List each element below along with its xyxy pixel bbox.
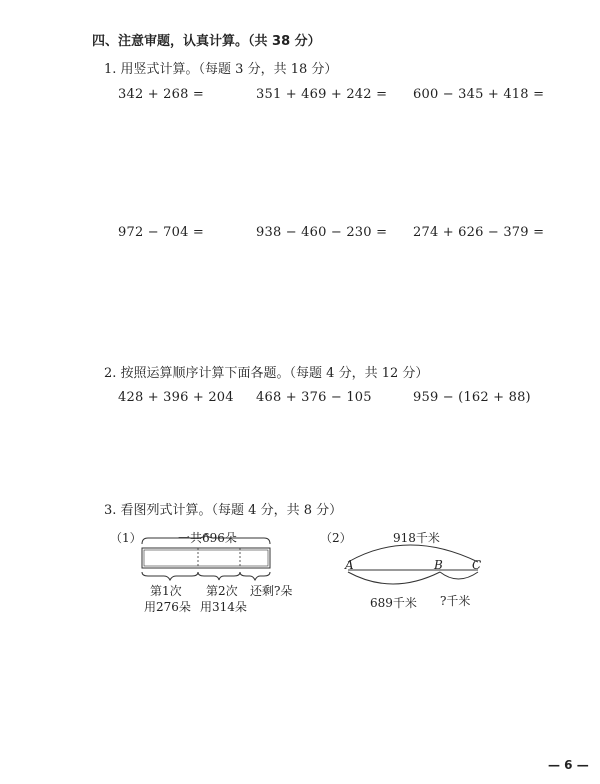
figure-2-bottom-ab-label: 689千米 [370,596,417,610]
figure-1-segment-2-bottom: 用314朵 [200,600,247,614]
figure-2-arc-bc [440,572,478,579]
q2-expression-1: 428 + 396 + 204 [118,390,234,405]
q1-expression-1: 342 + 268 = [118,87,205,102]
figure-2-arc-ab [348,572,440,584]
figure-1-segment-2-top: 第2次 [206,584,238,598]
figure-2-line-diagram [340,540,490,600]
figure-2-point-c: C [472,558,482,572]
figure-1-segment-1-bottom: 用276朵 [144,600,191,614]
figure-1-total-label: 一共696朵 [178,531,237,545]
question-1-label: 1. 用竖式计算。（每题 3 分，共 18 分） [104,62,338,77]
q1-expression-2: 351 + 469 + 242 = [256,87,388,102]
figure-1-number: （1） [110,531,142,545]
q1-expression-4: 972 − 704 = [118,225,205,240]
figure-2-point-a: A [345,558,354,572]
figure-1-bar [142,548,270,568]
figure-1-brace-2 [198,572,240,580]
figure-2-bottom-bc-label: ?千米 [440,594,471,608]
figure-2-top-arc [348,545,478,562]
figure-2-point-b: B [434,558,443,572]
q2-expression-2: 468 + 376 − 105 [256,390,372,405]
q1-expression-6: 274 + 626 − 379 = [413,225,545,240]
question-3-label: 3. 看图列式计算。（每题 4 分，共 8 分） [104,503,343,518]
figure-2-number: （2） [320,531,352,545]
figure-1-segment-3: 还剩?朵 [250,584,293,598]
figure-1-brace-3 [240,572,270,580]
figure-1-top-brace [142,534,270,544]
section-title: 四、注意审题，认真计算。（共 38 分） [92,34,321,49]
figure-2-top-label: 918千米 [393,531,440,545]
figure-1-segment-1-top: 第1次 [150,584,182,598]
figure-1-brace-1 [142,572,198,580]
question-2-label: 2. 按照运算顺序计算下面各题。（每题 4 分，共 12 分） [104,366,429,381]
q2-expression-3: 959 − (162 + 88) [413,390,531,405]
page-number: — 6 — [548,758,589,772]
q1-expression-5: 938 − 460 − 230 = [256,225,388,240]
q1-expression-3: 600 − 345 + 418 = [413,87,545,102]
